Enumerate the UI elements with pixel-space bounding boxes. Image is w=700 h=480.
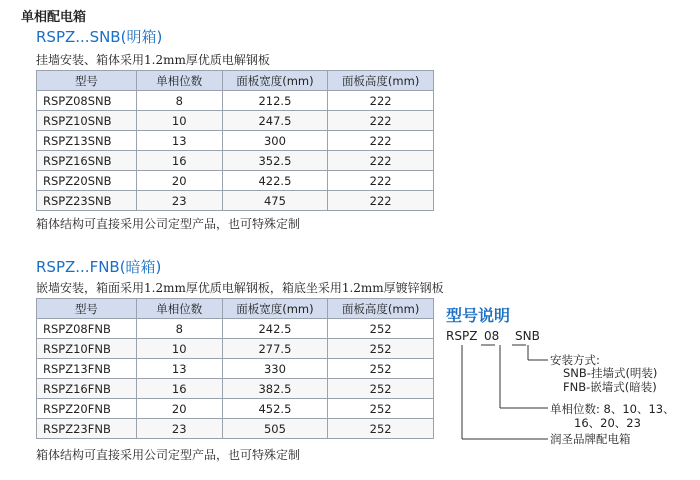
positions-label-line1: 单相位数: 8、10、13、 [550, 402, 675, 416]
cell-positions: 20 [136, 399, 222, 419]
cell-positions: 23 [136, 419, 222, 439]
cell-positions: 13 [136, 359, 222, 379]
table-row [37, 131, 434, 151]
cell-width: 382.5 [222, 379, 328, 399]
cell-positions: 16 [136, 151, 222, 171]
cell-height: 252 [328, 359, 434, 379]
cell-model: RSPZ10FNB [37, 339, 137, 359]
code-part-positions: 08 [484, 329, 500, 343]
brand-label: 润圣品牌配电箱 [550, 432, 631, 446]
code-part-type: SNB [515, 329, 540, 343]
cell-positions: 16 [136, 379, 222, 399]
cell-height: 222 [328, 171, 434, 191]
table-row [37, 191, 434, 211]
cell-model: RSPZ16SNB [37, 151, 137, 171]
cell-width: 505 [222, 419, 328, 439]
cell-model: RSPZ08SNB [37, 91, 137, 111]
cell-width: 212.5 [222, 91, 328, 111]
section-title-fnb: RSPZ...FNB(暗箱) [36, 258, 162, 276]
positions-label-line2: 16、20、23 [574, 416, 641, 430]
table-row [37, 419, 434, 439]
cell-width: 422.5 [222, 171, 328, 191]
cell-model: RSPZ13SNB [37, 131, 137, 151]
column-header-height: 面板高度(mm) [328, 71, 434, 91]
spec-table-fnb [36, 298, 434, 439]
cell-height: 252 [328, 399, 434, 419]
column-header-model: 型号 [37, 71, 137, 91]
section-note-fnb: 箱体结构可直接采用公司定型产品，也可特殊定制 [36, 448, 301, 462]
cell-model: RSPZ13FNB [37, 359, 137, 379]
cell-height: 222 [328, 131, 434, 151]
table-row [37, 111, 434, 131]
cell-width: 352.5 [222, 151, 328, 171]
cell-height: 252 [328, 379, 434, 399]
table-row [37, 151, 434, 171]
cell-model: RSPZ23SNB [37, 191, 137, 211]
code-part-series: RSPZ [446, 329, 478, 343]
section-description-fnb: 嵌墙安装，箱面采用1.2mm厚优质电解钢板，箱底坐采用1.2mm厚镀锌钢板 [36, 281, 444, 295]
cell-height: 252 [328, 319, 434, 339]
column-header-width: 面板宽度(mm) [222, 299, 328, 319]
spec-table-snb [36, 70, 434, 211]
cell-height: 252 [328, 339, 434, 359]
cell-positions: 8 [136, 91, 222, 111]
column-header-model: 型号 [37, 299, 137, 319]
section-description-snb: 挂墙安装、箱体采用1.2mm厚优质电解钢板 [36, 53, 270, 67]
column-header-width: 面板宽度(mm) [222, 71, 328, 91]
cell-positions: 20 [136, 171, 222, 191]
cell-model: RSPZ20FNB [37, 399, 137, 419]
cell-model: RSPZ10SNB [37, 111, 137, 131]
table-row [37, 399, 434, 419]
table-header-row [37, 71, 434, 91]
section-title-snb: RSPZ...SNB(明箱) [36, 28, 163, 46]
cell-height: 222 [328, 91, 434, 111]
table-row [37, 339, 434, 359]
cell-width: 452.5 [222, 399, 328, 419]
cell-model: RSPZ16FNB [37, 379, 137, 399]
cell-model: RSPZ23FNB [37, 419, 137, 439]
cell-height: 222 [328, 151, 434, 171]
cell-width: 242.5 [222, 319, 328, 339]
table-row [37, 91, 434, 111]
cell-positions: 8 [136, 319, 222, 339]
cell-model: RSPZ08FNB [37, 319, 137, 339]
install-method-fnb: FNB-嵌墙式(暗装) [563, 380, 657, 394]
column-header-positions: 单相位数 [136, 71, 222, 91]
cell-height: 222 [328, 111, 434, 131]
cell-positions: 23 [136, 191, 222, 211]
column-header-height: 面板高度(mm) [328, 299, 434, 319]
cell-model: RSPZ20SNB [37, 171, 137, 191]
cell-width: 475 [222, 191, 328, 211]
table-row [37, 359, 434, 379]
legend-title: 型号说明 [446, 306, 511, 325]
cell-height: 252 [328, 419, 434, 439]
install-method-label: 安装方式: [550, 353, 600, 367]
cell-width: 277.5 [222, 339, 328, 359]
section-note-snb: 箱体结构可直接采用公司定型产品，也可特殊定制 [36, 217, 301, 231]
cell-width: 247.5 [222, 111, 328, 131]
legend-connector-lines [440, 340, 560, 450]
table-row [37, 319, 434, 339]
table-header-row [37, 299, 434, 319]
cell-positions: 10 [136, 339, 222, 359]
page-title: 单相配电箱 [21, 10, 87, 25]
table-row [37, 171, 434, 191]
table-row [37, 379, 434, 399]
column-header-positions: 单相位数 [136, 299, 222, 319]
cell-positions: 13 [136, 131, 222, 151]
cell-positions: 10 [136, 111, 222, 131]
cell-width: 300 [222, 131, 328, 151]
install-method-snb: SNB-挂墙式(明装) [563, 366, 658, 380]
cell-width: 330 [222, 359, 328, 379]
cell-height: 222 [328, 191, 434, 211]
